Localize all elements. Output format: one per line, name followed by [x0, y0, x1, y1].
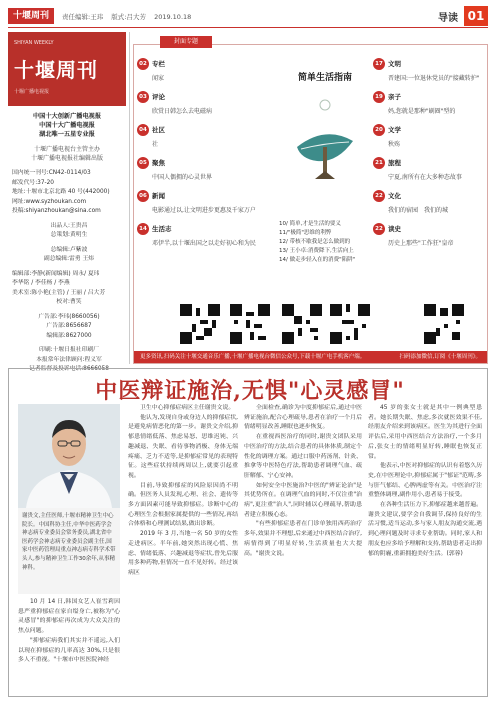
article-paragraph: 他表示,中医对抑郁症的认识有着悠久历史,在中医理论中,抑郁症属于"郁证"范畴,多与肝气郁结、心脾两虚等有关。中医治疗注重整体调理,副作用小,患者易于接受。	[368, 463, 483, 499]
editor: 责任编辑:王玮	[62, 13, 104, 21]
cover-story-item[interactable]: 12/ 带核不歇我是怎么做到的	[279, 239, 351, 245]
qr-code-icon[interactable]	[330, 304, 370, 344]
qr-code-icon[interactable]	[230, 304, 270, 344]
email-link[interactable]: 投稿:shiyanzhoukan@sina.com	[12, 208, 101, 214]
article-headline: 中医辩证施治,无惧"心灵感冒"	[95, 378, 405, 404]
article-paragraph: 在各种生活压力下,抑郁症越来越普遍。谢贵文建议,要学会自我调节,保持良好的生活习惯,适当运动,多与家人朋友沟通交流,遇到心理问题及时寻求专业帮助。同时,家人和朋友也应多给予理解和支持,帮助患者走出抑郁的阴霾,重新拥抱美好生活。(郭蓉)	[368, 502, 483, 557]
masthead	[8, 32, 126, 372]
article-paragraph: 卫生中心抑郁症病区主任谢贵文说。	[140, 405, 235, 411]
column-divider	[129, 32, 130, 364]
cover-story-item[interactable]: 10/ 简单,才是生活的要义	[279, 221, 341, 227]
toc-item[interactable]: 20 文学 秋殇	[373, 122, 485, 154]
header-logo: 十堰周刊	[8, 8, 54, 24]
cover-illustration	[287, 95, 363, 195]
toc-item[interactable]: 17 文明 晋建国:一位退休党员的"接藏转护"	[373, 56, 485, 88]
contents-right	[373, 56, 485, 254]
qr-caption: 更多资讯,扫码关注十堰交通音乐广播,十堰广播电视台微信公众号,下载十堰广电手机客户端。 扫码添加微信,订阅《十堰周刊》。	[134, 351, 487, 363]
article-paragraph: "抑郁症病我们其实并不遥远,入们以现在抑郁症的几率高达 30%,只是很多人不重视。"十堰市中医医院神经	[18, 637, 120, 664]
article-column-3	[244, 404, 362, 559]
article-paragraph: "有些抑郁症患者在门诊单独用西药治疗多年,效果并不理想,后来通过中西医结合治疗,病情得到了明显好转,生活质量也大大提高。"谢贵文说。	[244, 521, 362, 557]
doctor-bio: 谢贵文,主任医师,十堰市精神卫生中心院长。中国科协主任,中华中医药学会神志病专业委员会常务委员,湖北省中医药学会神志病专业委员会副主任,国家中医药管理局重点神志病专科学术带头人,参与精神卫生工作30余年,从事精神科。	[18, 508, 120, 594]
article-paragraph: 2019 年 3 月,当地一名 50 岁的女性走进病区。半年前,她突然出现心慌、焦虑、情绪低落、兴趣减退等症状,曾先后服用多种药物,但情况一直不见好转。经过该病区	[128, 531, 238, 576]
toc-item[interactable]: 21 旅程 宁夏,南所有在大多种态故事	[373, 155, 485, 187]
toc-item[interactable]: 06 新闻 电影通过以,让文明进步更惠及千家万户	[137, 188, 277, 220]
toc-item[interactable]: 14 生活志 邓伊半,以十堰出国之以走好初心和为民	[137, 221, 277, 253]
article-column-2	[128, 404, 238, 579]
toc-item[interactable]: 22 文化 我们的宿园 我们的城	[373, 188, 485, 220]
cover-story-title: 简单生活指南	[297, 73, 352, 83]
doctor-photo	[18, 404, 120, 508]
cover-story-item[interactable]: 14/ 做走步轻入在的消费"陷阱"	[279, 257, 356, 263]
cover-topic-tag: 封面专题	[160, 36, 212, 48]
page-number: 01	[464, 6, 488, 26]
article-column-4	[368, 404, 482, 559]
cover-story-list	[279, 220, 375, 265]
toc-item[interactable]: 19 亲子 妈,您就是那种"刷圈"型的	[373, 89, 485, 121]
website-link[interactable]: 网址:www.syzhoukan.com	[12, 198, 87, 205]
masthead-title: 十堰周刊	[14, 58, 98, 82]
article-paragraph: 10 月 14 日,韩国女艺人崔雪莉因患严重抑郁症在家自缢身亡,被称为"心灵感冒"的抑郁症再次成为大众关注的焦点问题。	[18, 599, 120, 635]
article-paragraph: 目前,导致抑郁症的风险原因尚不明确。但医务人员发现,心理、社会、遗传等多方面因素可能导致抑郁症。诊断中心的心理医生会根据家属提供的一些情况,再结合体格和心理测试结果,做出诊断。	[128, 482, 238, 528]
article-paragraph: 全面检查,确诊为中度抑郁症后,通过中医辨证施治,配合心理疏导,患者在治疗一个月后情绪明显改善,睡眠也逐步恢复。	[244, 405, 362, 431]
section-name: 导读	[438, 13, 458, 24]
masthead-logo: SHIYAN WEEKLY 十堰周刊 十堰广播电视报	[8, 32, 126, 106]
toc-item[interactable]: 22 读史 历史上那些"工作狂"皇帝	[373, 221, 485, 253]
page-header	[8, 6, 488, 28]
masthead-info: 国内统一刊号:CN42-0114/03 邮发代号:37-20 地址:十堰市北京北路 40 号(442000) 网址:www.syzhoukan.com 投稿:shiyanzhoukan@sina.com 出品人:王贵昌 总策划:黄明生 总编辑:卢紫波 副总编辑:雷勇 王炜 编辑部:李静(新闻编辑) 周永/ 夏玮 李华铭 / 李佳杨 / 李燕 美术室:陈小艳(主管) / 王丽 / 吕大芳 校对:曹笑 广告部:李玮(8660056) 广告部:8656687 编辑部:8627000 印刷:十堰日报社印刷厂 本报常年法律顾问:程义军 记者监督及投诉电话:8666058	[8, 169, 126, 375]
layout-editor: 版式:吕大芳	[111, 13, 146, 21]
header-meta	[62, 12, 197, 21]
cover-story-item[interactable]: 11/"极简"思维的利弊	[279, 230, 332, 236]
cover-story	[279, 56, 371, 288]
masthead-publisher: 十堰广播电视台主管主办 十堰广播电视报社编辑出版	[30, 146, 103, 162]
article-paragraph: 在重视西医治疗的同时,谢贵文团队采用中医治疗的方法,结合患者的具体体质,制定个性化的调理方案。通过口服中药汤剂、针灸、推拿等中医特色疗法,帮助患者调理气血、疏肝解郁、宁心安神。	[244, 434, 362, 479]
issue-date: 2019.10.18	[154, 13, 192, 21]
qr-code-row	[134, 300, 487, 348]
toc-item[interactable]: 04 社区 社	[137, 122, 277, 154]
qr-code-icon[interactable]	[424, 304, 464, 344]
toc-item[interactable]: 02 专栏 闻家	[137, 56, 277, 88]
toc-item[interactable]: 05 聚焦 中国人偶拥的心灵世界	[137, 155, 277, 187]
leaf-seesaw-icon	[287, 95, 363, 195]
article-paragraph: 45 岁的张女士就是其中一例典型患者。她长期失眠、焦虑,多次就医效果不佳,经朋友介绍来到该病区。医生为其进行全面评估后,采用中西医结合方法治疗,一个多月后,张女士的情绪明显好转,睡眠也恢复正常。	[368, 405, 482, 460]
article-paragraph: 如何安全中医施治?中医的"辨证论治"是其优势所在。在调理气血的同时,不仅注重"治病",更注重"治人",同时辅以心理疏导,帮助患者建立积极心态。	[244, 482, 362, 518]
cover-story-item[interactable]: 13/ 王小卓:消费降下,生活向上	[279, 248, 354, 254]
article-paragraph: 他认为,发现自身或身边人的抑郁症状,是避免病情恶化的第一步。谢贵文介绍,抑郁患情绪低落、焦虑易怒、思维迟钝、兴趣减退、失眠、看待事物消极、身体无端疼痛、乏力不适等,是抑郁症常见的表现特征。这些症状持续两周以上,就要引起重视。	[128, 414, 238, 479]
masthead-honors: 中国十大创新广播电视报 中国十大广播电视报 湖北唯一五星专业报	[32, 113, 102, 138]
qr-code-icon[interactable]	[282, 304, 322, 344]
article-column-1	[18, 598, 120, 666]
contents-left	[137, 56, 277, 254]
toc-item[interactable]: 03 评论 欣赏日韩怎么去电磁病	[137, 89, 277, 121]
qr-code-icon[interactable]	[180, 304, 220, 344]
